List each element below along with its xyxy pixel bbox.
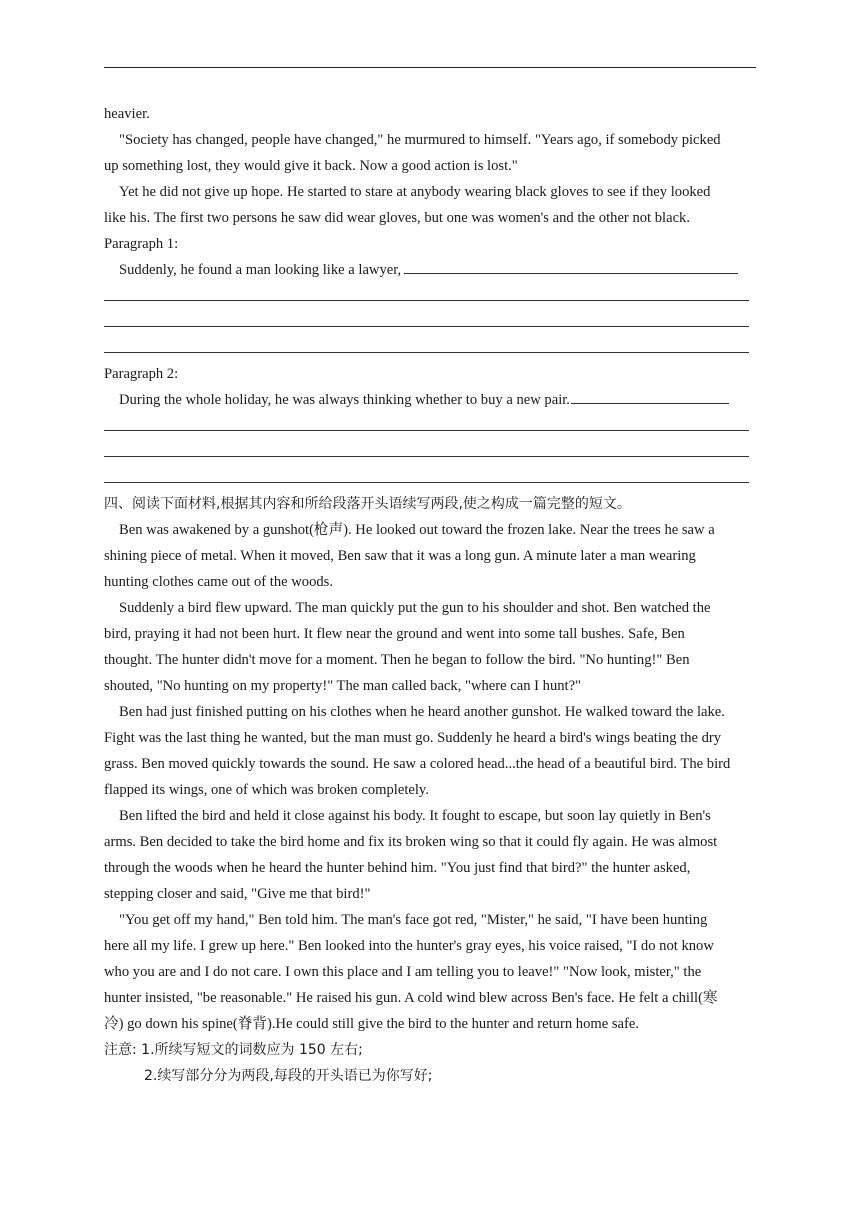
text-line: up something lost, they would give it back. Now a good action is lost." xyxy=(104,158,518,174)
answer-blank[interactable] xyxy=(571,390,729,404)
header-rule xyxy=(104,67,756,68)
passage-line: Ben lifted the bird and held it close against his body. It fought to escape, but soon lay quietly in Ben's xyxy=(119,808,711,824)
passage-line: shouted, "No hunting on my property!" The man called back, "where can I hunt?" xyxy=(104,678,582,694)
answer-line[interactable] xyxy=(104,413,759,439)
passage-line: "You get off my hand," Ben told him. The man's face got red, "Mister," he said, "I have been hunting xyxy=(119,912,708,928)
answer-line[interactable] xyxy=(104,283,759,309)
note-line xyxy=(104,1037,759,1063)
note-item-2: 2.续写部分分为两段,每段的开头语已为你写好; xyxy=(144,1068,433,1084)
passage-line: Suddenly a bird flew upward. The man quickly put the gun to his shoulder and shot. Ben watched the xyxy=(119,600,711,616)
section-4-heading: 四、阅读下面材料,根据其内容和所给段落开头语续写两段,使之构成一篇完整的短文。 xyxy=(104,496,631,512)
passage-line: who you are and I do not care. I own this place and I am telling you to leave!" "Now look, mister," the xyxy=(104,964,702,980)
text-line: "Society has changed, people have changed," he murmured to himself. "Years ago, if somebody picked xyxy=(119,132,721,148)
passage-line: hunting clothes came out of the woods. xyxy=(104,574,333,590)
document-body xyxy=(104,101,759,1089)
passage-line: grass. Ben moved quickly towards the sound. He saw a colored head...the head of a beautiful bird. The bird xyxy=(104,756,731,772)
passage-line: Ben had just finished putting on his clothes when he heard another gunshot. He walked toward the lake. xyxy=(119,704,725,720)
section-4-passage xyxy=(104,517,759,1037)
passage-line: flapped its wings, one of which was broken completely. xyxy=(104,782,429,798)
answer-blank[interactable] xyxy=(404,260,738,274)
paragraph-1-start-text: Suddenly, he found a man looking like a lawyer, xyxy=(119,262,402,278)
note-prefix: 注意: xyxy=(104,1042,142,1058)
passage-line: stepping closer and said, "Give me that bird!" xyxy=(104,886,371,902)
note-item-1: 1.所续写短文的词数应为 150 左右; xyxy=(141,1042,363,1058)
text-line: like his. The first two persons he saw did wear gloves, but one was women's and the other not black. xyxy=(104,210,690,226)
passage-line: bird, praying it had not been hurt. It flew near the ground and went into some tall bushes. Safe, Ben xyxy=(104,626,685,642)
passage-line: hunter insisted, "be reasonable." He raised his gun. A cold wind blew across Ben's face. He felt a chill(寒 xyxy=(104,990,718,1006)
passage-line: shining piece of metal. When it moved, Ben saw that it was a long gun. A minute later a man wearing xyxy=(104,548,696,564)
passage-line: arms. Ben decided to take the bird home and fix its broken wing so that it could fly again. He was almost xyxy=(104,834,718,850)
passage-line: thought. The hunter didn't move for a moment. Then he began to follow the bird. "No hunting!" Ben xyxy=(104,652,690,668)
paragraph-2-start xyxy=(104,387,759,413)
paragraph-2-start-text: During the whole holiday, he was always thinking whether to buy a new pair. xyxy=(119,392,570,408)
text-line: Yet he did not give up hope. He started to stare at anybody wearing black gloves to see if they looked xyxy=(119,184,711,200)
answer-line[interactable] xyxy=(104,309,759,335)
passage-line: through the woods when he heard the hunter behind him. "You just find that bird?" the hunter asked, xyxy=(104,860,691,876)
text-line: heavier. xyxy=(104,106,150,122)
paragraph-2-label: Paragraph 2: xyxy=(104,366,179,382)
passage-line: 冷) go down his spine(脊背).He could still give the bird to the hunter and return home safe. xyxy=(104,1016,639,1032)
passage-line: Ben was awakened by a gunshot(枪声). He looked out toward the frozen lake. Near the trees he saw a xyxy=(119,522,715,538)
answer-line[interactable] xyxy=(104,335,759,361)
answer-line[interactable] xyxy=(104,465,759,491)
paragraph-1-label: Paragraph 1: xyxy=(104,236,179,252)
passage-line: Fight was the last thing he wanted, but the man must go. Suddenly he heard a bird's wings beating the dry xyxy=(104,730,722,746)
passage-line: here all my life. I grew up here." Ben looked into the hunter's gray eyes, his voice raised, "I do not know xyxy=(104,938,714,954)
answer-line[interactable] xyxy=(104,439,759,465)
paragraph-1-start xyxy=(104,257,759,283)
